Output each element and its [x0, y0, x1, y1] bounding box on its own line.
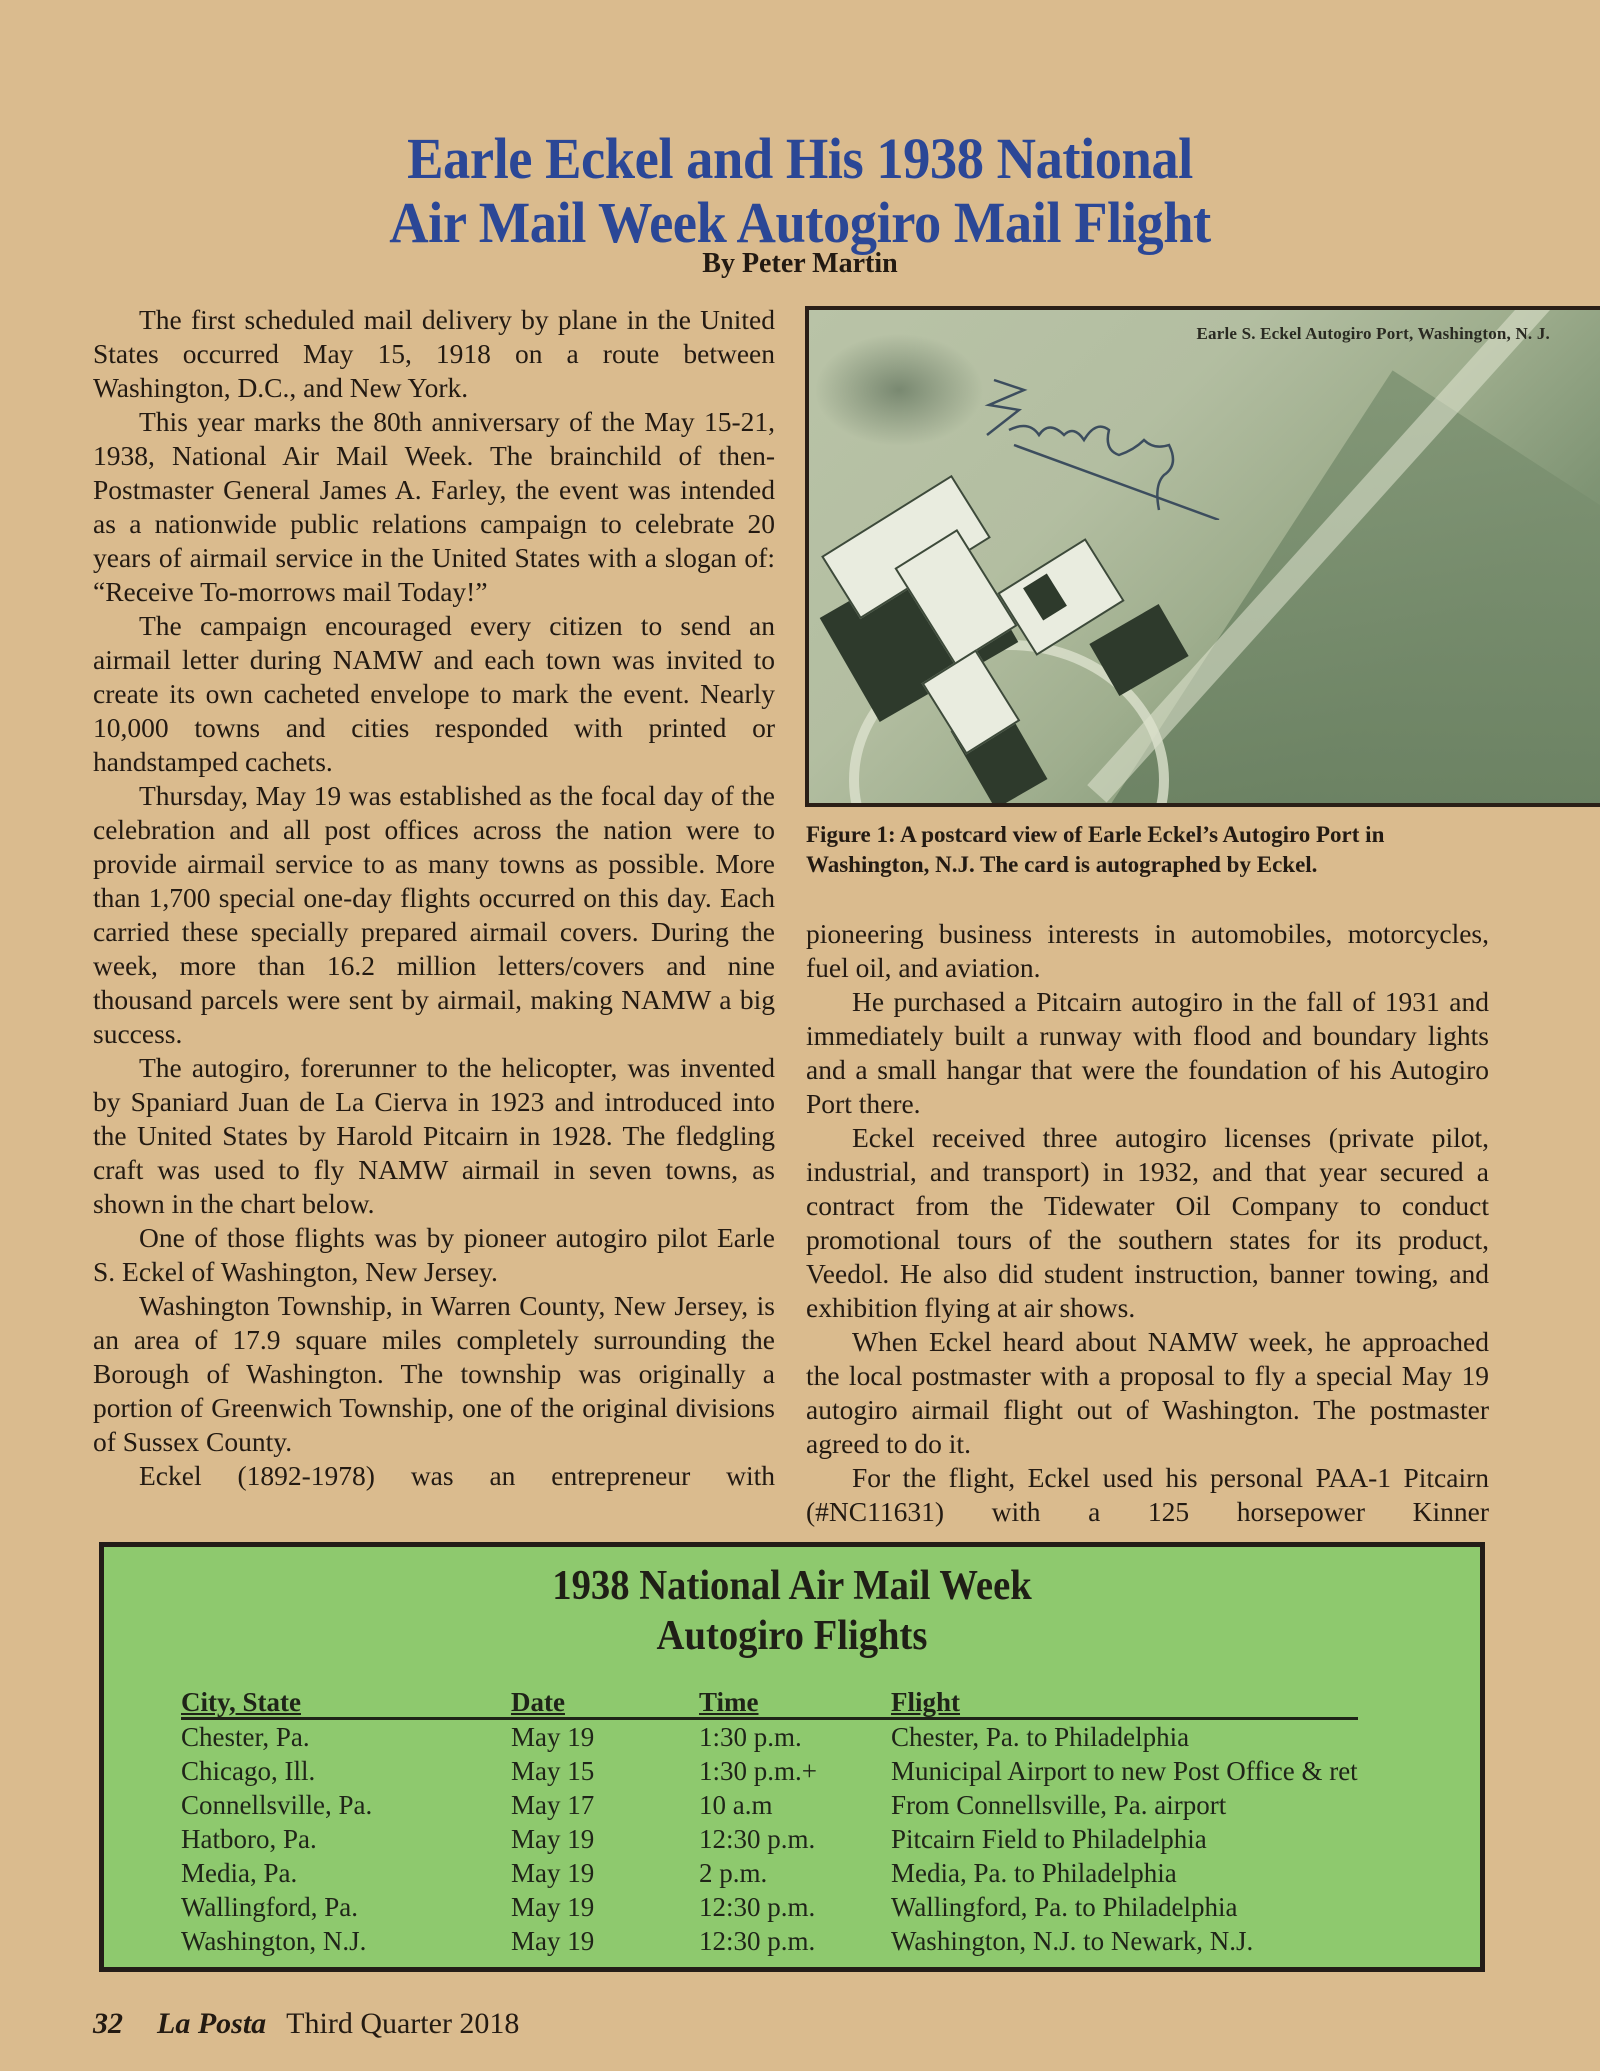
table-row [181, 1788, 1358, 1822]
paragraph: One of those flights was by pioneer autogiro pilot Earle S. Eckel of Washington, New Jersey. [93, 1222, 775, 1287]
cell-time: 12:30 p.m. [699, 1892, 816, 1922]
column-header-city-state: City, State [181, 1687, 511, 1719]
cell-date: May 19 [511, 1926, 595, 1956]
cell-date: May 17 [511, 1790, 595, 1820]
table-header-row [181, 1687, 1358, 1719]
figure-caption: Figure 1: A postcard view of Earle Eckel’s Autogiro Port in Washington, N.J. The card is autographed by Eckel. [806, 822, 1385, 877]
flights-table-box [99, 1542, 1485, 1972]
paragraph: Eckel (1892-1978) was an entrepreneur with [139, 1460, 775, 1491]
table-row [181, 1754, 1358, 1788]
left-column [93, 303, 775, 1493]
cell-city-state: Connellsville, Pa. [181, 1790, 373, 1820]
cell-flight: Municipal Airport to new Post Office & ret [891, 1756, 1358, 1786]
table-row [181, 1822, 1358, 1856]
paragraph: The autogiro, forerunner to the helicopter, was invented by Spaniard Juan de La Cierva in 1923 and introduced into the United States by Harold Pitcairn in 1928. The fledgling craft was used to fly NAMW airmail in seven towns, as shown in the chart below. [93, 1052, 775, 1219]
paragraph: The first scheduled mail delivery by plane in the United States occurred May 15, 1918 on a route between Washington, D.C., and New York. [93, 304, 775, 403]
table-row [181, 1856, 1358, 1890]
paragraph: This year marks the 80th anniversary of the May 15-21, 1938, National Air Mail Week. The brainchild of then-Postmaster General James A. Farley, the event was intended as a nationwide public relations campaign to celebrate 20 years of airmail service in the United States with a slogan of: “Receive To-morrows mail Today!” [93, 406, 775, 607]
cell-time: 1:30 p.m. [699, 1722, 802, 1752]
cell-city-state: Chester, Pa. [181, 1722, 310, 1752]
cell-date: May 19 [511, 1892, 595, 1922]
column-header-flight: Flight [891, 1687, 1358, 1719]
cell-date: May 19 [511, 1824, 595, 1854]
table-row [181, 1924, 1358, 1958]
cell-flight: Chester, Pa. to Philadelphia [891, 1722, 1190, 1752]
cell-city-state: Wallingford, Pa. [181, 1892, 359, 1922]
article-title-line-1: Earle Eckel and His 1938 National [407, 125, 1193, 191]
table-row [181, 1719, 1358, 1755]
cell-date: May 19 [511, 1858, 595, 1888]
cell-date: May 15 [511, 1756, 595, 1786]
cell-flight: Wallingford, Pa. to Philadelphia [891, 1892, 1238, 1922]
cell-city-state: Chicago, Ill. [181, 1756, 316, 1786]
flights-table-title-line-1: 1938 National Air Mail Week [552, 1563, 1032, 1609]
flights-table-title [159, 1561, 1425, 1661]
flights-table-title-line-2: Autogiro Flights [656, 1613, 928, 1659]
cell-city-state: Media, Pa. [181, 1858, 298, 1888]
paragraph: For the flight, Eckel used his personal PAA-1 Pitcairn (#NC11631) with a 125 horsepower Kinner [806, 1462, 1489, 1527]
byline: By Peter Martin [702, 248, 898, 279]
autograph-signature [979, 360, 1239, 520]
page-footer [93, 2004, 519, 2044]
cell-city-state: Washington, N.J. [181, 1926, 367, 1956]
cell-flight: From Connellsville, Pa. airport [891, 1790, 1227, 1820]
cell-flight: Pitcairn Field to Philadelphia [891, 1824, 1207, 1854]
cell-flight: Washington, N.J. to Newark, N.J. [891, 1926, 1254, 1956]
paragraph: pioneering business interests in automobiles, motorcycles, fuel oil, and aviation. [806, 918, 1489, 983]
magazine-name: La Posta [157, 2007, 267, 2040]
cell-time: 1:30 p.m.+ [699, 1756, 817, 1786]
cell-time: 12:30 p.m. [699, 1926, 816, 1956]
paragraph: The campaign encouraged every citizen to send an airmail letter during NAMW and each town was invited to create its own cacheted envelope to mark the event. Nearly 10,000 towns and cities responded with printed or handstamped cachets. [93, 610, 775, 777]
article-title-line-2: Air Mail Week Autogiro Mail Flight [389, 189, 1211, 255]
issue-label: Third Quarter 2018 [286, 2007, 520, 2040]
cell-time: 12:30 p.m. [699, 1824, 816, 1854]
postcard-printed-caption: Earle S. Eckel Autogiro Port, Washington, N. J. [1196, 324, 1550, 343]
table-row [181, 1890, 1358, 1924]
flights-table [181, 1687, 1358, 1958]
cell-city-state: Hatboro, Pa. [181, 1824, 317, 1854]
cell-time: 2 p.m. [699, 1858, 768, 1888]
cell-time: 10 a.m [699, 1790, 773, 1820]
paragraph: Eckel received three autogiro licenses (private pilot, industrial, and transport) in 1932, and that year secured a contract from the Tidewater Oil Company to conduct promotional tours of the southern states for its product, Veedol. He also did student instruction, banner towing, and exhibition flying at air shows. [806, 1122, 1489, 1323]
column-header-time: Time [699, 1687, 891, 1719]
paragraph: Thursday, May 19 was established as the focal day of the celebration and all post offices across the nation were to provide airmail service to as many towns as possible. More than 1,700 special one-day flights occurred on this day. Each carried these specially prepared airmail covers. During the week, more than 16.2 million letters/covers and nine thousand parcels were sent by airmail, making NAMW a big success. [93, 780, 775, 1049]
cell-date: May 19 [511, 1722, 595, 1752]
paragraph: He purchased a Pitcairn autogiro in the fall of 1931 and immediately built a runway with flood and boundary lights and a small hangar that were the foundation of his Autogiro Port there. [806, 986, 1489, 1119]
paragraph: When Eckel heard about NAMW week, he approached the local postmaster with a proposal to fly a special May 19 autogiro airmail flight out of Washington. The postmaster agreed to do it. [806, 1326, 1489, 1459]
cell-flight: Media, Pa. to Philadelphia [891, 1858, 1177, 1888]
postcard-photo [805, 306, 1600, 807]
right-column [806, 917, 1489, 1529]
column-header-date: Date [511, 1687, 699, 1719]
page-number: 32 [93, 2007, 123, 2040]
paragraph: Washington Township, in Warren County, New Jersey, is an area of 17.9 square miles completely surrounding the Borough of Washington. The township was originally a portion of Greenwich Township, one of the original divisions of Sussex County. [93, 1290, 775, 1457]
